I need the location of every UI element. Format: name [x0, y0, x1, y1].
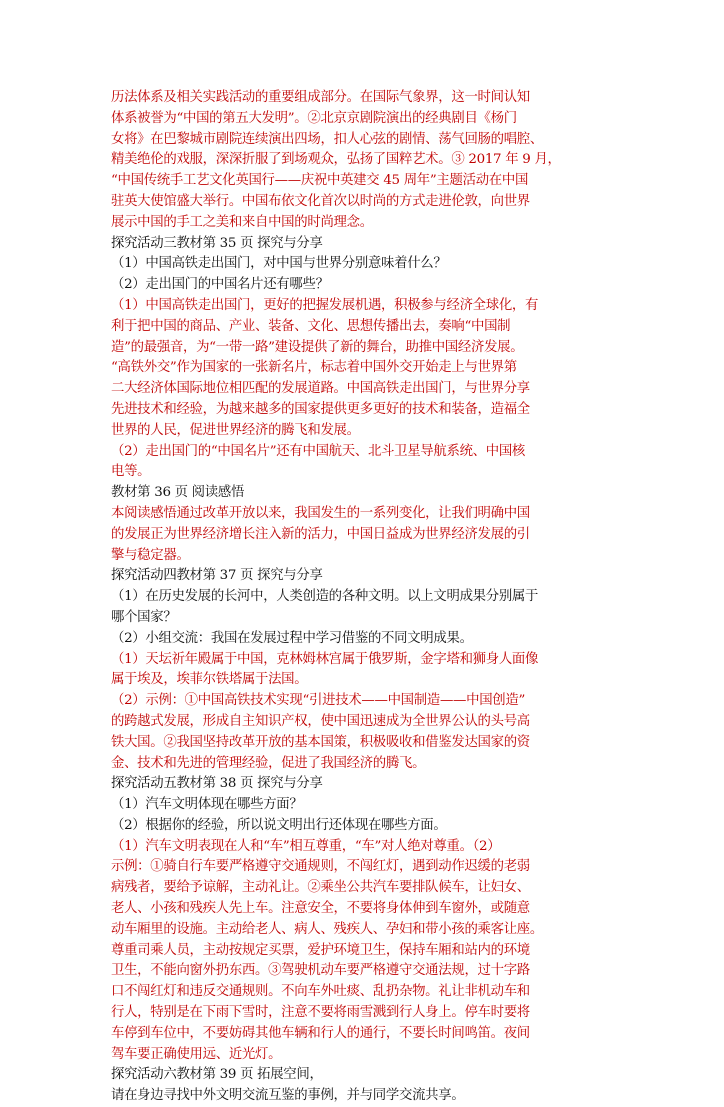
answer-text-line: 擎与稳定器。	[111, 547, 190, 563]
answer-text-line: 先进技术和经验，为越来越多的国家提供更多更好的技术和装备，造福全	[111, 401, 530, 417]
answer-text-line: 利于把中国的商品、产业、装备、文化、思想传播出去，奏响“中国制	[111, 318, 511, 334]
answer-text-line: 的跨越式发展，形成自主知识产权，使中国迅速成为全世界公认的头号高	[111, 713, 530, 729]
question-text-line: （2）小组交流：我国在发展过程中学习借鉴的不同文明成果。	[111, 630, 473, 646]
section-heading-label: 探究活动四	[111, 568, 177, 584]
answer-text-line: 金、技术和先进的管理经验，促进了我国经济的腾飞。	[111, 755, 426, 771]
answer-text-line: 本阅读感悟通过改革开放以来，我国发生的一系列变化，让我们明确中国	[111, 505, 530, 521]
answer-text-line: 卫生，不能向窗外扔东西。③驾驶机动车要严格遵守交通法规，过十字路	[111, 963, 530, 979]
section-heading-label: 探究活动六	[111, 1067, 177, 1083]
question-text-line: 请在身边寻找中外文明交流互鉴的事例，并与同学交流共享。	[111, 1088, 465, 1104]
answer-text-line: 示例：①骑自行车要严格遵守交通规则，不闯红灯，遇到动作迟缓的老弱	[111, 859, 530, 875]
question-text-line: （1）在历史发展的长河中，人类创造的各种文明。以上文明成果分别属于	[111, 589, 539, 605]
answer-text-line: “高铁外交”作为国家的一张新名片，标志着中国外交开始走上与世界第	[111, 360, 517, 376]
answer-text-line: 铁大国。②我国坚持改革开放的基本国策，积极吸收和借鉴发达国家的资	[111, 734, 530, 750]
answer-text-line: 尊重司乘人员，主动按规定买票，爱护环境卫生，保持车厢和站内的环境	[111, 942, 530, 958]
question-text-line: （2）走出国门的中国名片还有哪些？	[111, 277, 329, 293]
question-text-line: 教材第 36 页 阅读感悟	[111, 485, 245, 501]
section-heading	[111, 774, 631, 795]
section-heading	[111, 234, 631, 255]
section-heading-reference: 教材第 35 页 探究与分享	[176, 235, 323, 251]
answer-text-line: 展示中国的手工之美和来自中国的时尚理念。	[111, 214, 373, 230]
answer-text-line: 动车厢里的设施。主动给老人、病人、残疾人、孕妇和带小孩的乘客让座。	[111, 921, 543, 937]
section-heading	[111, 1065, 631, 1086]
answer-text-line: 精美绝伦的戏服，深深折服了到场观众，弘扬了国粹艺术。③ 2017 年 9 月，	[111, 152, 561, 168]
answer-text-line: 驻英大使馆盛大举行。中国布依文化首次以时尚的方式走进伦敦，向世界	[111, 193, 530, 209]
answer-text-line: （1）天坛祈年殿属于中国，克林姆林宫属于俄罗斯，金字塔和狮身人面像	[111, 651, 539, 667]
answer-text-line: 电等。	[111, 464, 151, 480]
answer-text-line: 世界的人民，促进世界经济的腾飞和发展。	[111, 422, 360, 438]
answer-text-line: 二大经济体国际地位相匹配的发展道路。中国高铁走出国门，与世界分享	[111, 381, 530, 397]
section-heading-label: 探究活动五	[111, 776, 177, 792]
question-text-line: 哪个国家？	[111, 609, 177, 625]
answer-text-line: 历法体系及相关实践活动的重要组成部分。在国际气象界，这一时间认知	[111, 90, 530, 105]
answer-text-line: 造”的最强音，为“一带一路”建设提供了新的舞台，助推中国经济发展。	[111, 339, 524, 355]
answer-text-line: 体系被誉为“中国的第五大发明”。②北京京剧院演出的经典剧目《杨门	[111, 110, 517, 126]
document-page	[111, 88, 631, 1107]
answer-text-line: 口不闯红灯和违反交通规则。不向车外吐痰、乱扔杂物。礼让非机动车和	[111, 984, 530, 1000]
answer-text-line: 女将》在巴黎城市剧院连续演出四场，扣人心弦的剧情、荡气回肠的唱腔、	[111, 131, 543, 147]
answer-text-line: 属于埃及，埃菲尔铁塔属于法国。	[111, 672, 308, 688]
section-heading-label: 探究活动三	[111, 235, 177, 251]
answer-text-line: （1）中国高铁走出国门，更好的把握发展机遇，积极参与经济全球化，有	[111, 297, 539, 313]
answer-text-line: 驾车要正确使用远、近光灯。	[111, 1046, 282, 1062]
question-text-line: （1）汽车文明体现在哪些方面？	[111, 797, 303, 813]
answer-text-line: （1）汽车文明表现在人和“车”相互尊重，“车”对人绝对尊重。（2）	[111, 838, 501, 854]
answer-text-line: （2）走出国门的“中国名片”还有中国航天、北斗卫星导航系统、中国核	[111, 443, 526, 459]
answer-text-line: “中国传统手工艺文化英国行——庆祝中英建交 45 周年”主题活动在中国	[111, 173, 529, 189]
section-heading-reference: 教材第 38 页 探究与分享	[176, 776, 323, 792]
section-heading	[111, 566, 631, 587]
question-text-line: （2）根据你的经验，所以说文明出行还体现在哪些方面。	[111, 817, 447, 833]
answer-text-line: 行人，特别是在下雨下雪时，注意不要将雨雪溅到行人身上。停车时要将	[111, 1005, 530, 1021]
answer-text-line: 的发展正为世界经济增长注入新的活力，中国日益成为世界经济发展的引	[111, 526, 530, 542]
answer-text-line: 病残者，要给予谅解，主动礼让。②乘坐公共汽车要排队候车，让妇女、	[111, 880, 530, 896]
section-heading-reference: 教材第 39 页 拓展空间，	[176, 1067, 323, 1083]
answer-text-line: 老人、小孩和残疾人先上车。注意安全，不要将身体伸到车窗外，或随意	[111, 901, 530, 917]
section-heading-reference: 教材第 37 页 探究与分享	[176, 568, 323, 584]
answer-text-line: 车停到车位中，不要妨碍其他车辆和行人的通行，不要长时间鸣笛。夜间	[111, 1025, 530, 1041]
answer-text-line: （2）示例：①中国高铁技术实现“引进技术——中国制造——中国创造”	[111, 693, 526, 709]
question-text-line: （1）中国高铁走出国门，对中国与世界分别意味着什么？	[111, 256, 447, 272]
